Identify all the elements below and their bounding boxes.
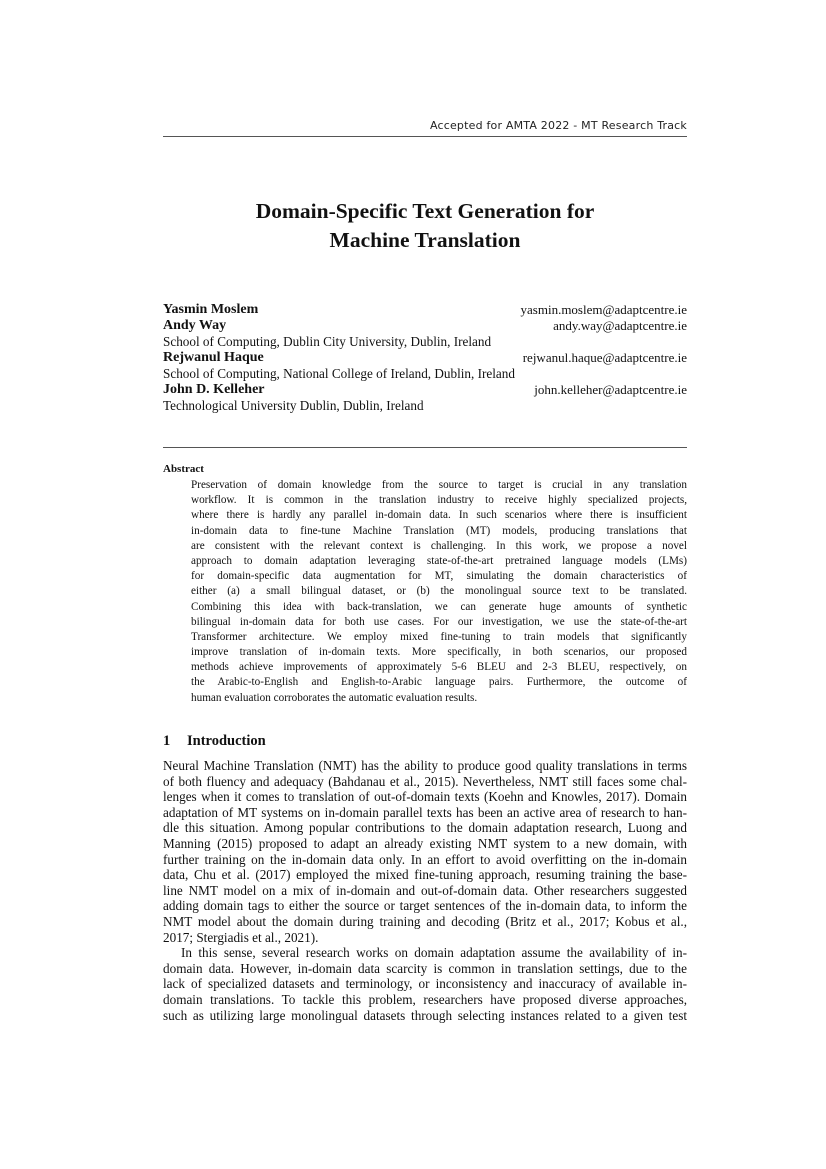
body-line: adaptation of MT systems on in-domain parallel texts has been an active area of research to han- — [163, 804, 687, 820]
author-row — [163, 350, 687, 366]
abstract-text — [191, 478, 687, 706]
body-line: further training on the in-domain data only. In an effort to avoid overfitting on the in-domain — [163, 851, 687, 867]
author-row — [163, 382, 687, 398]
running-head: Accepted for AMTA 2022 - MT Research Track — [429, 119, 687, 132]
body-line: 2017; Stergiadis et al., 2021). — [163, 929, 319, 945]
author-email: andy.way@adaptcentre.ie — [553, 318, 687, 333]
abstract-line: for domain-specific data augmentation for MT, simulating the domain characteristics of — [191, 570, 687, 583]
abstract-line: either (a) a small bilingual dataset, or (b) the monolingual source text to be translated. — [191, 585, 687, 598]
author-row — [163, 302, 687, 318]
author-email: john.kelleher@adaptcentre.ie — [534, 382, 687, 397]
title-line: Domain-Specific Text Generation for — [255, 199, 595, 223]
affiliation: School of Computing, Dublin City University, Dublin, Ireland — [163, 334, 492, 349]
body-line: line NMT model on a mix of in-domain and out-of-domain data. Other researchers suggested — [163, 882, 687, 898]
body-line: of both fluency and adequacy (Bahdanau et al., 2015). Nevertheless, NMT still faces some chal- — [163, 773, 687, 789]
abstract-line: the Arabic-to-English and English-to-Arabic language pairs. Furthermore, the outcome of — [191, 676, 687, 689]
author-row — [163, 318, 687, 334]
abstract-line: human evaluation corroborates the automatic evaluation results. — [191, 691, 478, 704]
body-line: lenges when it comes to translation of out-of-domain texts (Koehn and Knowles, 2017). Domain — [163, 789, 687, 805]
abstract-line: approach to domain adaptation leveraging state-of-the-art pretrained language models (LMs) — [191, 554, 687, 567]
body-text — [163, 758, 687, 1023]
paper-title — [163, 197, 687, 255]
section-heading — [163, 733, 266, 750]
section-divider — [163, 447, 687, 448]
abstract-line: improve translation of in-domain texts. More specifically, in both scenarios, our proposed — [191, 646, 687, 659]
body-line: In this sense, several research works on domain adaptation assume the availability of in- — [181, 945, 687, 961]
body-line: Manning (2015) proposed to adapt an already existing NMT system to a new domain, with — [163, 835, 687, 851]
body-line: NMT model about the domain during training and decoding (Britz et al., 2017; Kobus et al., — [163, 913, 687, 929]
author-name: Yasmin Moslem — [163, 302, 259, 317]
abstract-line: methods achieve improvements of approximately 5-6 BLEU and 2-3 BLEU, respectively, on — [191, 661, 687, 674]
body-line: lack of specialized datasets and terminology, or inconsistency and inaccuracy of available in- — [163, 976, 687, 992]
author-name: Andy Way — [163, 318, 227, 333]
body-line: Neural Machine Translation (NMT) has the ability to produce good quality translations in terms — [163, 758, 687, 773]
title-line: Machine Translation — [329, 228, 521, 252]
author-block — [163, 302, 687, 414]
abstract-line: are consistent with the relevant context is challenging. In this work, we propose a novel — [191, 539, 687, 552]
abstract-heading: Abstract — [163, 463, 204, 475]
abstract-line: where there is hardly any parallel in-domain data. In such scenarios where there is insufficient — [191, 509, 687, 522]
abstract-line: in-domain data to fine-tune Machine Translation (MT) models, producing translations that — [191, 524, 687, 537]
author-name: John D. Kelleher — [163, 382, 265, 397]
body-line: adding domain tags to either the source or target sentences of the in-domain data, to inform the — [163, 898, 687, 914]
abstract-line: Transformer architecture. We employ mixed fine-tuning to train models that significantly — [191, 630, 687, 643]
body-line: data, Chu et al. (2017) employed the mixed fine-tuning approach, resuming training the base- — [163, 867, 687, 883]
abstract-line: Preservation of domain knowledge from the source to target is crucial in any translation — [191, 479, 687, 491]
affiliation: School of Computing, National College of Ireland, Dublin, Ireland — [163, 366, 515, 381]
abstract-line: bilingual in-domain data for both use cases. For our investigation, we use the state-of-the-art — [191, 615, 687, 628]
section-title: Introduction — [187, 733, 266, 749]
author-email: rejwanul.haque@adaptcentre.ie — [522, 350, 687, 365]
abstract-line: workflow. It is common in the translation industry to receive highly specialized projects, — [191, 494, 687, 507]
author-email: yasmin.moslem@adaptcentre.ie — [520, 302, 687, 317]
section-number: 1 — [163, 733, 171, 749]
header-rule — [163, 136, 687, 137]
body-line: dle this situation. Among popular contributions to the domain adaptation research, Luong and — [163, 820, 687, 836]
affiliation: Technological University Dublin, Dublin, Ireland — [163, 398, 424, 413]
body-line: domain data. However, in-domain data scarcity is common in translation settings, due to the — [163, 960, 687, 976]
abstract-line: Combining this idea with back-translation, we can generate huge amounts of synthetic — [191, 600, 687, 613]
author-name: Rejwanul Haque — [163, 350, 264, 365]
body-line: domain translations. To tackle this problem, researchers have proposed diverse approaches, — [163, 991, 687, 1007]
body-line: such as utilizing large monolingual datasets through selecting instances related to a given test — [163, 1007, 687, 1023]
